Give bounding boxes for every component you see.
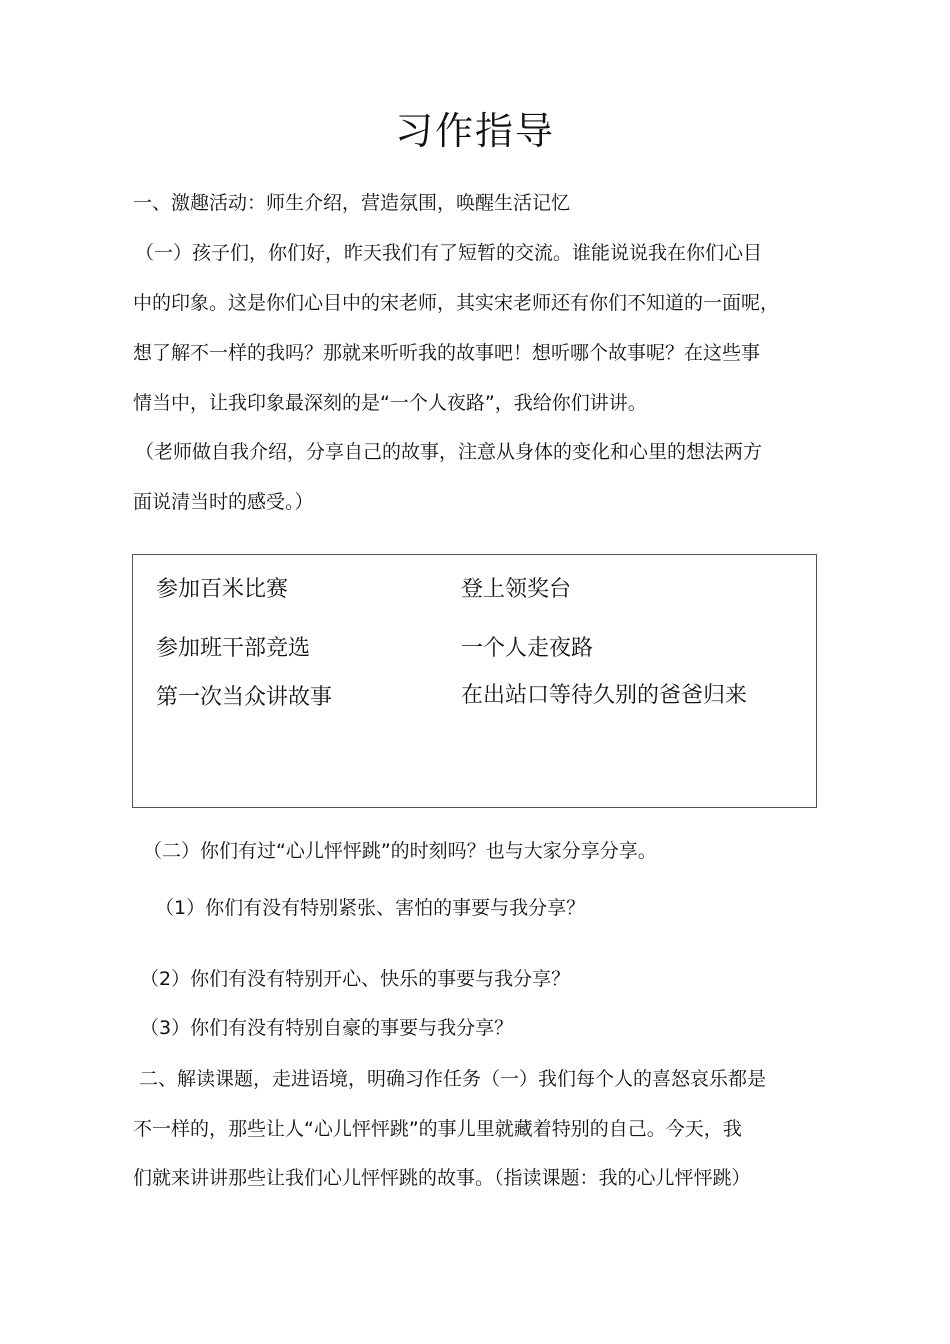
story-option: 第一次当众讲故事 <box>156 685 333 710</box>
paragraph-line: （一）孩子们，你们好，昨天我们有了短暂的交流。谁能说说我在你们心目 <box>135 242 763 264</box>
paragraph-line: 情当中，让我印象最深刻的是“一个人夜路”，我给你们讲讲。 <box>133 392 647 414</box>
paragraph-line: （二）你们有过“心儿怦怦跳”的时刻吗？也与大家分享分享。 <box>143 840 657 862</box>
question-line: （2）你们有没有特别开心、快乐的事要与我分享？ <box>140 968 571 990</box>
paragraph-line: 中的印象。这是你们心目中的宋老师，其实宋老师还有你们不知道的一面呢， <box>133 292 780 314</box>
note-line: 面说清当时的感受。） <box>133 491 314 513</box>
question-line: （1）你们有没有特别紧张、害怕的事要与我分享？ <box>155 897 586 919</box>
paragraph-line: 们就来讲讲那些让我们心儿怦怦跳的故事。（指读课题：我的心儿怦怦跳） <box>133 1167 751 1189</box>
section-heading: 一、激趣活动：师生介绍，营造氛围，唤醒生活记忆 <box>133 192 571 214</box>
story-option: 在出站口等待久别的爸爸归来 <box>461 683 748 708</box>
story-option: 一个人走夜路 <box>461 636 594 661</box>
story-option: 参加班干部竞选 <box>156 636 311 661</box>
section-heading: 二、解读课题，走进语境，明确习作任务（一）我们每个人的喜怒哀乐都是 <box>139 1068 767 1090</box>
paragraph-line: 不一样的，那些让人“心儿怦怦跳”的事儿里就藏着特别的自己。今天，我 <box>133 1118 742 1140</box>
story-option: 登上领奖台 <box>461 577 572 602</box>
story-options-box <box>132 554 817 808</box>
question-line: （3）你们有没有特别自豪的事要与我分享？ <box>140 1017 514 1039</box>
note-line: （老师做自我介绍，分享自己的故事，注意从身体的变化和心里的想法两方 <box>135 441 763 463</box>
document-title: 习作指导 <box>394 109 555 153</box>
paragraph-line: 想了解不一样的我吗？那就来听听我的故事吧！想听哪个故事呢？在这些事 <box>133 342 761 364</box>
story-option: 参加百米比赛 <box>156 577 289 602</box>
